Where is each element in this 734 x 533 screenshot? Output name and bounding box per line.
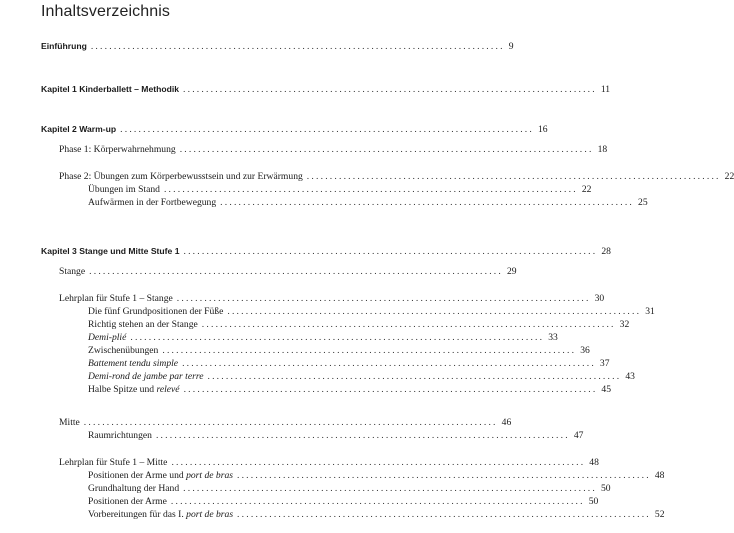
dot-leader: ..........................................................................................	[207, 371, 622, 382]
toc-entry-arm-positions-port-de-bras[interactable]	[0, 469, 665, 482]
toc-label: Mitte	[59, 417, 80, 428]
dot-leader: ..........................................................................................	[306, 171, 721, 182]
toc-page-number: 37	[599, 358, 610, 369]
dot-leader: ..........................................................................................	[237, 509, 651, 520]
toc-page-number: 47	[573, 430, 584, 441]
toc-page-number: 22	[724, 171, 734, 182]
dot-leader: ..........................................................................................	[183, 483, 597, 494]
toc-entry-standing-correctly[interactable]	[0, 318, 630, 331]
toc-label: Die fünf Grundpositionen der Füße	[88, 306, 224, 317]
dot-leader: ..........................................................................................	[83, 417, 498, 428]
toc-label: Demi-rond de jambe par terre	[88, 371, 204, 382]
toc-entry-five-positions[interactable]	[0, 305, 655, 318]
dot-leader: ..........................................................................................	[179, 144, 594, 155]
dot-leader: ..........................................................................................	[220, 197, 635, 208]
toc-entry-intermediate-exercises[interactable]	[0, 344, 590, 357]
dot-leader: ..........................................................................................	[227, 306, 642, 317]
toc-entry-preparations-port-de-bras[interactable]	[0, 508, 665, 521]
toc-page-number: 18	[597, 144, 608, 155]
toc-label: Kapitel 2 Warm-up	[41, 124, 117, 134]
toc-label: Demi-plié	[88, 332, 127, 343]
toc-label: Zwischenübungen	[88, 345, 159, 356]
toc-entry-demi-rond[interactable]	[0, 370, 635, 383]
toc-page-number: 9	[508, 41, 514, 52]
toc-label: Raumrichtungen	[88, 430, 152, 441]
toc-page-number: 36	[580, 345, 590, 356]
toc-label: Richtig stehen an der Stange	[88, 319, 198, 330]
toc-page-number: 33	[548, 332, 558, 343]
toc-label: Kapitel 1 Kinderballett – Methodik	[41, 84, 179, 94]
toc-label: Einführung	[41, 41, 87, 51]
toc-label: Stange	[59, 266, 86, 277]
toc-label	[88, 508, 233, 521]
toc-page-number: 25	[638, 197, 648, 208]
toc-entry-stange[interactable]	[0, 265, 517, 278]
toc-entry-phase-1[interactable]	[0, 143, 608, 156]
toc-entry-curriculum-stange[interactable]	[0, 292, 605, 305]
toc-page-number: 48	[654, 470, 665, 481]
toc-entry-chapter-3[interactable]	[0, 245, 611, 258]
toc-label-term: port de bras	[186, 509, 234, 520]
dot-leader: ..........................................................................................	[163, 184, 578, 195]
toc-entry-chapter-2[interactable]	[0, 123, 548, 136]
toc-entry-chapter-1[interactable]	[0, 83, 611, 96]
toc-entry-half-toe-releve[interactable]	[0, 383, 612, 396]
dot-leader: ..........................................................................................	[90, 41, 505, 52]
dot-leader: ..........................................................................................	[183, 246, 598, 257]
dot-leader: ..........................................................................................	[182, 358, 596, 369]
toc-page-number: 32	[619, 319, 630, 330]
toc-label: Lehrplan für Stufe 1 – Stange	[59, 293, 173, 304]
toc-page-number: 28	[601, 246, 611, 257]
dot-leader: ..........................................................................................	[183, 384, 598, 395]
toc-entry-phase-2[interactable]	[0, 170, 734, 183]
page-title: Inhaltsverzeichnis	[41, 3, 170, 20]
dot-leader: ..........................................................................................	[162, 345, 577, 356]
dot-leader: ..........................................................................................	[171, 457, 586, 468]
toc-entry-warmup-movement[interactable]	[0, 196, 648, 209]
toc-label: Aufwärmen in der Fortbewegung	[88, 197, 217, 208]
toc-page-number: 52	[654, 509, 665, 520]
toc-label-term: relevé	[156, 384, 180, 395]
toc-label: Grundhaltung der Hand	[88, 483, 180, 494]
toc-page-number: 22	[581, 184, 592, 195]
toc-label: Phase 2: Übungen zum Körperbewusstsein und zur Erwärmung	[59, 171, 303, 182]
dot-leader: ..........................................................................................	[155, 430, 570, 441]
toc-page-number: 50	[600, 483, 611, 494]
toc-label: Lehrplan für Stufe 1 – Mitte	[59, 457, 168, 468]
dot-leader: ..........................................................................................	[183, 84, 597, 95]
toc-page-number: 29	[506, 266, 517, 277]
toc-label: Übungen im Stand	[88, 184, 160, 195]
dot-leader: ..........................................................................................	[176, 293, 591, 304]
toc-entry-arm-positions[interactable]	[0, 495, 599, 508]
dot-leader: ..........................................................................................	[120, 124, 534, 135]
toc-entry-room-directions[interactable]	[0, 429, 584, 442]
toc-label-text: Vorbereitungen für das I.	[88, 509, 187, 520]
dot-leader: ..........................................................................................	[89, 266, 503, 277]
toc-label: Kapitel 3 Stange und Mitte Stufe 1	[41, 246, 180, 256]
toc-page-number: 50	[588, 496, 599, 507]
toc-page-number: 16	[537, 124, 548, 135]
toc-entry-curriculum-mitte[interactable]	[0, 456, 599, 469]
toc-entry-demi-plie[interactable]	[0, 331, 558, 344]
toc-page-number: 45	[601, 384, 612, 395]
dot-leader: ..........................................................................................	[236, 470, 651, 481]
dot-leader: ..........................................................................................	[170, 496, 585, 507]
toc-entry-battement-tendu[interactable]	[0, 357, 610, 370]
toc-entry-exercises-standing[interactable]	[0, 183, 592, 196]
toc-label-text: Halbe Spitze und	[88, 384, 157, 395]
toc-label	[88, 469, 233, 482]
toc-label: Battement tendu simple	[88, 358, 179, 369]
toc-page-number: 30	[594, 293, 605, 304]
toc-label-term: port de bras	[186, 470, 233, 481]
dot-leader: ..........................................................................................	[201, 319, 616, 330]
toc-page-number: 46	[501, 417, 512, 428]
toc-page-number: 48	[589, 457, 599, 468]
toc-entry-mitte[interactable]	[0, 416, 512, 429]
toc-label-text: Positionen der Arme und	[88, 470, 187, 481]
dot-leader: ..........................................................................................	[130, 332, 545, 343]
toc-page-number: 31	[645, 306, 655, 317]
toc-page-number: 43	[625, 371, 635, 382]
toc-page-number: 11	[600, 84, 611, 95]
toc-entry-introduction[interactable]	[0, 40, 514, 53]
toc-label	[88, 383, 180, 396]
toc-entry-hand-posture[interactable]	[0, 482, 611, 495]
toc-label: Positionen der Arme	[88, 496, 167, 507]
toc-label: Phase 1: Körperwahrnehmung	[59, 144, 176, 155]
